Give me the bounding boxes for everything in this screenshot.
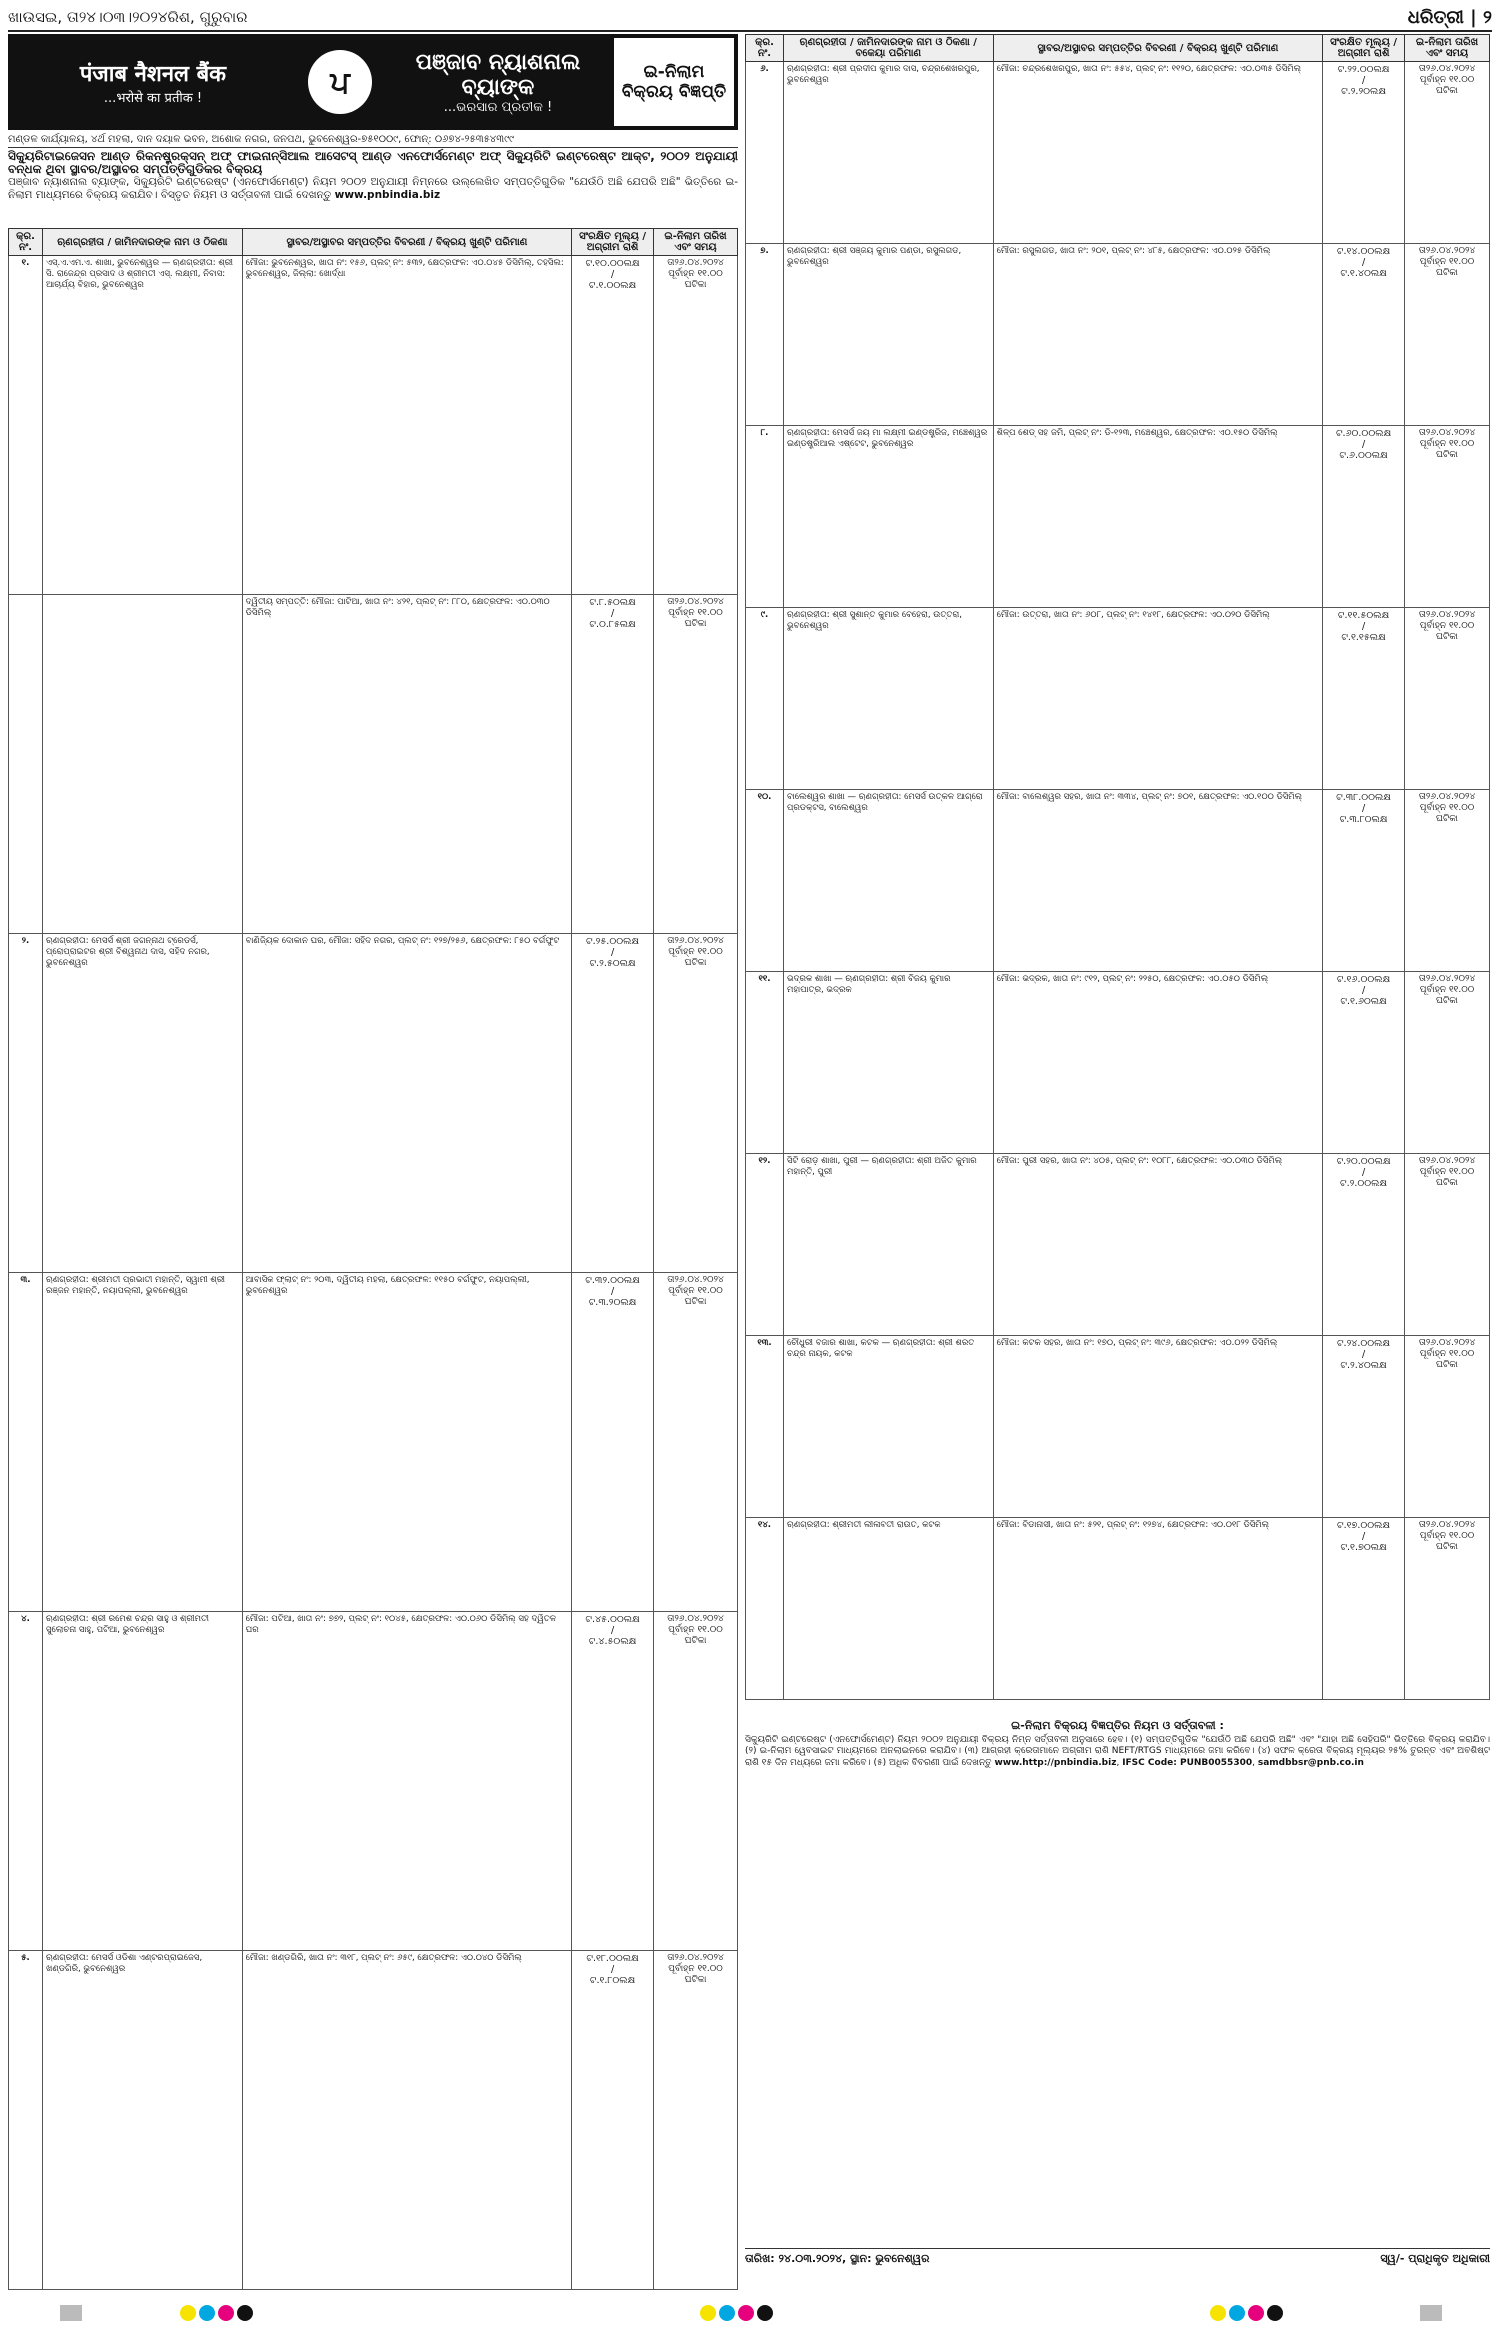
reserve-price: ଟ.୪୫.୦୦ଲକ୍ଷ	[585, 1614, 640, 1625]
gray-swatch	[1420, 2305, 1442, 2321]
terms-heading: ଇ-ନିଲାମ ବିକ୍ରୟ ବିଜ୍ଞପ୍ତିର ନିୟମ ଓ ସର୍ତ୍ତାବଳୀ :	[1011, 1719, 1224, 1732]
earnest-money: ଟ.୧.୬୦ଲକ୍ଷ	[1340, 996, 1387, 1007]
borrower-cell: ଚୌଧୁରୀ ବଜାର ଶାଖା, କଟକ — ଋଣଗ୍ରହୀତା: ଶ୍ରୀ ଶରତ ଚନ୍ଦ୍ର ନାୟକ, କଟକ	[783, 1336, 993, 1518]
col-property: ସ୍ଥାବର/ଅସ୍ଥାବର ସମ୍ପତ୍ତିର ବିବରଣୀ / ବିକ୍ରୟ ଖୁଣ୍ଟି ପରିମାଣ	[993, 35, 1322, 62]
earnest-money: ଟ.୨.୪୦ଲକ୍ଷ	[1340, 1360, 1387, 1371]
reserve-price: ଟ.୧୬.୦୦ଲକ୍ଷ	[1336, 974, 1391, 985]
reserve-price: ଟ.୩୮.୦୦ଲକ୍ଷ	[1336, 792, 1391, 803]
serial-cell: ୧.	[9, 256, 43, 595]
serial-cell: ୧୪.	[746, 1518, 784, 1700]
table-row	[9, 595, 738, 934]
table-row	[746, 62, 1490, 244]
property-cell: ମୌଜା: ବିଡାନାସୀ, ଖାତା ନଂ: ୫୨୧, ପ୍ଲଟ୍ ନଂ: ୧୨୭୪, କ୍ଷେତ୍ରଫଳ: ଏ୦.୦୧୮ ଡିସିମିଲ୍	[993, 1518, 1322, 1700]
property-cell: ମୌଜା: ପଟିଆ, ଖାତା ନଂ: ୭୭୨, ପ୍ଲଟ୍ ନଂ: ୧୦୪୫, କ୍ଷେତ୍ରଫଳ: ଏ୦.୦୬୦ ଡିସିମିଲ୍ ସହ ଦ୍ୱିତଳ ଘର	[242, 1612, 571, 1951]
terms-and-conditions: ଇ-ନିଲାମ ବିକ୍ରୟ ବିଜ୍ଞପ୍ତିର ନିୟମ ଓ ସର୍ତ୍ତାବଳୀ : ସିକ୍ୟୁରିଟି ଇଣ୍ଟରେଷ୍ଟ (ଏନଫୋର୍ସମେଣ୍ଟ) ନିୟମ ୨୦୦୨ ଅନୁଯାୟୀ ବିକ୍ରୟ ନିମ୍ନ ସର୍ତ୍ତାବଳୀ ଅନୁସାରେ ହେବ। (୧) ସମ୍ପତ୍ତିଗୁଡିକ "ଯେଉଁଠି ଅଛି ଯେପରି ଅଛି" ଏବଂ "ଯାହା ଅଛି ସେହିପରି" ଭିତ୍ତିରେ ବିକ୍ରୟ କରାଯିବ। (୨) ଇ-ନିଲାମ ୱେବସାଇଟ ମାଧ୍ୟମରେ ଅନଲାଇନରେ କରାଯିବ। (୩) ଆଗ୍ରହୀ କ୍ରେତାମାନେ ଅଗ୍ରୀମ ରାଶି NEFT/RTGS ମାଧ୍ୟମରେ ଜମା କରିବେ। (୪) ସଫଳ କ୍ରେତା ବିକ୍ରୟ ମୂଲ୍ୟର ୨୫% ତୁରନ୍ତ ଏବଂ ଅବଶିଷ୍ଟ ରାଶି ୧୫ ଦିନ ମଧ୍ୟରେ ଜମା କରିବେ। (୫) ଅଧିକ ବିବରଣୀ ପାଇଁ ଦେଖନ୍ତୁ www.http://pnbindia.biz, IFSC Code: PUNB0055300, samdbbsr@pnb.co.in	[745, 1719, 1490, 1768]
earnest-money: ଟ.୨.୨୦ଲକ୍ଷ	[1341, 86, 1386, 97]
contact-email-link[interactable]: samdbbsr@pnb.co.in	[1257, 1757, 1364, 1768]
auction-date-cell: ତା୨୬.୦୪.୨୦୨୪ ପୂର୍ବାହ୍ନ ୧୧.୦୦ ଘଟିକା	[1405, 1336, 1490, 1518]
property-cell: ଆବାସିକ ଫ୍ଲାଟ୍ ନଂ: ୨୦୩, ଦ୍ୱିତୀୟ ମହଲା, କ୍ଷେତ୍ରଫଳ: ୧୧୫୦ ବର୍ଗଫୁଟ, ନୟାପଲ୍ଲୀ, ଭୁବନେଶ୍ୱର	[242, 1273, 571, 1612]
right-table-body	[746, 62, 1490, 1700]
page-header-line	[8, 4, 1492, 32]
col-auction-date: ଇ-ନିଲାମ ତାରିଖ ଏବଂ ସମୟ	[1405, 35, 1490, 62]
table-row	[9, 934, 738, 1273]
borrower-cell: ଋଣଗ୍ରହୀତା: ମେସର୍ସ ଜୟ ମା ଲକ୍ଷ୍ମୀ ଇଣ୍ଡଷ୍ଟ୍ରିଜ, ମଞ୍ଚେଶ୍ୱର ଇଣ୍ଡଷ୍ଟ୍ରିଆଲ ଏଷ୍ଟେଟ, ଭୁବନେଶ୍ୱର	[783, 426, 993, 608]
separator: /	[1361, 985, 1366, 996]
notice-date-place: ତାରିଖ: ୨୪.୦୩.୨୦୨୪, ସ୍ଥାନ: ଭୁବନେଶ୍ୱର	[745, 2252, 930, 2265]
auction-date-cell: ତା୨୬.୦୪.୨୦୨୪ ପୂର୍ବାହ୍ନ ୧୧.୦୦ ଘଟିକା	[1405, 608, 1490, 790]
borrower-cell: ଏସ୍.ଏ.ଏମ.ଏ. ଶାଖା, ଭୁବନେଶ୍ୱର — ଋଣଗ୍ରହୀତା: ଶ୍ରୀ ସି. ରାଜେନ୍ଦ୍ର ପ୍ରସାଦ ଓ ଶ୍ରୀମତୀ ଏସ୍. ଲକ୍ଷ୍ମୀ, ନିବାସ: ଆଚାର୍ଯ୍ୟ ବିହାର, ଭୁବନେଶ୍ୱର	[42, 256, 242, 595]
table-row	[746, 1518, 1490, 1700]
reserve-cell	[1323, 790, 1405, 972]
terms-website-link[interactable]: www.http://pnbindia.biz	[994, 1757, 1117, 1768]
auction-date-cell: ତା୨୬.୦୪.୨୦୨୪ ପୂର୍ବାହ୍ନ ୧୧.୦୦ ଘଟିକା	[654, 1951, 738, 2290]
table-row	[746, 1336, 1490, 1518]
reserve-price: ଟ.୧୦.୦୦ଲକ୍ଷ	[585, 258, 640, 269]
borrower-cell: ସିଟି ରୋଡ଼ ଶାଖା, ପୁରୀ — ଋଣଗ୍ରହୀତା: ଶ୍ରୀ ଅଜିତ କୁମାର ମହାନ୍ତି, ପୁରୀ	[783, 1154, 993, 1336]
auction-date-cell: ତା୨୬.୦୪.୨୦୨୪ ପୂର୍ବାହ୍ନ ୧୧.୦୦ ଘଟିକା	[1405, 244, 1490, 426]
serial-cell: ୬.	[746, 62, 784, 244]
earnest-money: ଟ.୩.୨୦ଲକ୍ଷ	[588, 1297, 637, 1308]
col-auction-date: ଇ-ନିଲାମ ତାରିଖ ଏବଂ ସମୟ	[654, 229, 738, 256]
earnest-money: ଟ.୩.୮୦ଲକ୍ଷ	[1339, 814, 1388, 825]
earnest-money: ଟ.୧.୭୦ଲକ୍ଷ	[1340, 1542, 1387, 1553]
earnest-money: ଟ.୨.୫୦ଲକ୍ଷ	[589, 958, 636, 969]
property-cell: ଦ୍ୱିତୀୟ ସମ୍ପତ୍ତି: ମୌଜା: ପାଟିଆ, ଖାତା ନଂ: ୪୨୧, ପ୍ଲଟ୍ ନଂ: ୮୮୦, କ୍ଷେତ୍ରଫଳ: ଏ୦.୦୩୦ ଡିସିମିଲ୍	[242, 595, 571, 934]
serial-cell: ୮.	[746, 426, 784, 608]
auction-tag-line-2: ବିକ୍ରୟ ବିଜ୍ଞପ୍ତି	[621, 82, 727, 102]
hindi-tagline: ...भरोसे का प्रतीक !	[103, 91, 203, 106]
auction-date-cell: ତା୨୬.୦୪.୨୦୨୪ ପୂର୍ବାହ୍ନ ୧୧.୦୦ ଘଟିକା	[1405, 972, 1490, 1154]
earnest-money: ଟ.୧.୪୦ଲକ୍ଷ	[1340, 268, 1387, 279]
office-address: ମଣ୍ଡଳ କାର୍ଯ୍ୟାଳୟ, ୪ର୍ଥ ମହଲା, ଦାନ ଦୟାଳ ଭବନ, ଅଶୋକ ନଗର, ଜନପଥ, ଭୁବନେଶ୍ୱର-୭୫୧୦୦୯, ଫୋନ୍: ୦୬୭୪-୨୫୩୫୪୩୯୯	[8, 132, 738, 148]
reserve-price: ଟ.୧୮.୦୦ଲକ୍ଷ	[586, 1953, 639, 1964]
col-property: ସ୍ଥାବର/ଅସ୍ଥାବର ସମ୍ପତ୍ତିର ବିବରଣୀ / ବିକ୍ରୟ ଖୁଣ୍ଟି ପରିମାଣ	[242, 229, 571, 256]
notice-heading: ସିକ୍ୟୁରିଟାଇଜେସନ ଆଣ୍ଡ ରିକନଷ୍ଟ୍ରକ୍ସନ୍ ଅଫ୍ ଫାଇନାନ୍ସିଆଲ ଆସେଟସ୍ ଆଣ୍ଡ ଏନଫୋର୍ସମେଣ୍ଟ ଅଫ୍ ସିକ୍ୟୁରିଟି ଇଣ୍ଟରେଷ୍ଟ ଆକ୍ଟ, ୨୦୦୨ ଅନୁଯାୟୀ ବନ୍ଧକ ଥିବା ସ୍ଥାବର/ଅସ୍ଥାବର ସମ୍ପତ୍ତିଗୁଡିକର ବିକ୍ରୟ	[8, 149, 738, 176]
auction-date-cell: ତା୨୬.୦୪.୨୦୨୪ ପୂର୍ବାହ୍ନ ୧୧.୦୦ ଘଟିକା	[1405, 426, 1490, 608]
separator: /	[610, 947, 615, 958]
cyan-dot	[199, 2305, 215, 2321]
yellow-dot	[700, 2305, 716, 2321]
col-borrower: ଋଣଗ୍ରହୀତା / ଜାମିନଦାରଙ୍କ ନାମ ଓ ଠିକଣା / ବକେୟା ପରିମାଣ	[783, 35, 993, 62]
reserve-cell	[1323, 608, 1405, 790]
auction-date-cell: ତା୨୬.୦୪.୨୦୨୪ ପୂର୍ବାହ୍ନ ୧୧.୦୦ ଘଟିକା	[1405, 1154, 1490, 1336]
borrower-cell: ଋଣଗ୍ରହୀତା: ଶ୍ରୀ ରମେଶ ଚନ୍ଦ୍ର ସାହୁ ଓ ଶ୍ରୀମତୀ ସୁଲୋଚନା ସାହୁ, ପଟିଆ, ଭୁବନେଶ୍ୱର	[42, 1612, 242, 1951]
notice-body: ପଞ୍ଜାବ ନ୍ୟାଶନାଲ ବ୍ୟାଙ୍କ, ସିକ୍ୟୁରିଟି ଇଣ୍ଟରେଷ୍ଟ (ଏନଫୋର୍ସମେଣ୍ଟ) ନିୟମ ୨୦୦୨ ଅନୁଯାୟୀ ନିମ୍ନରେ ଉଲ୍ଲେଖିତ ସମ୍ପତ୍ତିଗୁଡିକ "ଯେଉଁଠି ଅଛି ଯେପରି ଅଛି" ଭିତ୍ତିରେ ଇ-ନିଲାମ ମାଧ୍ୟମରେ ବିକ୍ରୟ କରାଯିବ। ବିସ୍ତୃତ ନିୟମ ଓ ସର୍ତ୍ତାବଳୀ ପାଇଁ ଦେଖନ୍ତୁ	[8, 176, 738, 201]
print-color-dots	[700, 2305, 773, 2321]
serial-cell: ୧୩.	[746, 1336, 784, 1518]
reserve-cell	[1323, 1154, 1405, 1336]
property-cell: ମୌଜା: ପୁରୀ ସହର, ଖାତା ନଂ: ୪୦୫, ପ୍ଲଟ୍ ନଂ: ୧୦୮୮, କ୍ଷେତ୍ରଫଳ: ଏ୦.୦୩୦ ଡିସିମିଲ୍	[993, 1154, 1322, 1336]
property-cell: ମୌଜା: ରସୁଲଗଡ, ଖାତା ନଂ: ୨୦୧, ପ୍ଲଟ୍ ନଂ: ୪୮୫, କ୍ଷେତ୍ରଫଳ: ଏ୦.୦୨୫ ଡିସିମିଲ୍	[993, 244, 1322, 426]
property-cell: ମୌଜା: ଭଦ୍ରକ, ଖାତା ନଂ: ୯୧୨, ପ୍ଲଟ୍ ନଂ: ୨୨୫୦, କ୍ଷେତ୍ରଫଳ: ଏ୦.୦୫୦ ଡିସିମିଲ୍	[993, 972, 1322, 1154]
yellow-dot	[1210, 2305, 1226, 2321]
authorised-officer-sign: ସ୍ୱ/- ପ୍ରାଧିକୃତ ଅଧିକାରୀ	[1380, 2252, 1490, 2265]
reserve-cell	[572, 256, 654, 595]
auction-date-cell: ତା୨୬.୦୪.୨୦୨୪ ପୂର୍ବାହ୍ନ ୧୧.୦୦ ଘଟିକା	[1405, 62, 1490, 244]
auction-date-cell: ତା୨୬.୦୪.୨୦୨୪ ପୂର୍ବାହ୍ନ ୧୧.୦୦ ଘଟିକା	[654, 1273, 738, 1612]
reserve-price: ଟ.୮.୫୦ଲକ୍ଷ	[589, 597, 636, 608]
reserve-price: ଟ.୨୫.୦୦ଲକ୍ଷ	[586, 936, 640, 947]
right-auction-table	[745, 34, 1490, 1700]
print-color-dots	[1210, 2305, 1283, 2321]
col-reserve: ସଂରକ୍ଷିତ ମୂଲ୍ୟ / ଅଗ୍ରୀମ ରାଶି	[1323, 35, 1405, 62]
pnb-logo-icon: ਪ	[308, 50, 372, 114]
property-cell: ମୌଜା: ଚନ୍ଦ୍ରଶେଖରପୁର, ଖାତା ନଂ: ୫୫୪, ପ୍ଲଟ୍ ନଂ: ୧୧୨୦, କ୍ଷେତ୍ରଫଳ: ଏ୦.୦୩୫ ଡିସିମିଲ୍	[993, 62, 1322, 244]
earnest-money: ଟ.୪.୫୦ଲକ୍ଷ	[588, 1636, 637, 1647]
magenta-dot	[738, 2305, 754, 2321]
auction-date-cell: ତା୨୬.୦୪.୨୦୨୪ ପୂର୍ବାହ୍ନ ୧୧.୦୦ ଘଟିକା	[654, 256, 738, 595]
earnest-money: ଟ.୧.୮୦ଲକ୍ଷ	[589, 1975, 636, 1986]
borrower-cell: ଋଣଗ୍ରହୀତା: ଶ୍ରୀ ପ୍ରଦୀପ କୁମାର ଦାସ, ଚନ୍ଦ୍ରଶେଖରପୁର, ଭୁବନେଶ୍ୱର	[783, 62, 993, 244]
earnest-money: ଟ.୦.୮୫ଲକ୍ଷ	[589, 619, 636, 630]
print-registration-bar	[60, 2305, 82, 2321]
reserve-price: ଟ.୩୨.୦୦ଲକ୍ଷ	[585, 1275, 640, 1286]
earnest-money: ଟ.୧.୧୫ଲକ୍ଷ	[1341, 632, 1386, 643]
property-cell: ଶିଳ୍ପ ଶେଡ୍ ସହ ଜମି, ପ୍ଲଟ୍ ନଂ: ଡି-୧୨୩, ମଞ୍ଚେଶ୍ୱର, କ୍ଷେତ୍ରଫଳ: ଏ୦.୧୫୦ ଡିସିମିଲ୍	[993, 426, 1322, 608]
reserve-cell	[1323, 1518, 1405, 1700]
separator: /	[610, 1625, 615, 1636]
separator: /	[1361, 1531, 1366, 1542]
paper-dateline: ଖାଉସଇ, ତା୨୪।୦୩।୨୦୨୪ରିଶ, ଗୁରୁବାର	[8, 8, 248, 26]
reserve-cell	[572, 595, 654, 934]
auction-date-cell: ତା୨୬.୦୪.୨୦୨୪ ପୂର୍ବାହ୍ନ ୧୧.୦୦ ଘଟିକା	[654, 595, 738, 934]
reserve-price: ଟ.୨୦.୦୦ଲକ୍ଷ	[1336, 1156, 1391, 1167]
separator: /	[1361, 257, 1366, 268]
table-row	[9, 1951, 738, 2290]
earnest-money: ଟ.୧.୦୦ଲକ୍ଷ	[588, 280, 637, 291]
magenta-dot	[218, 2305, 234, 2321]
serial-cell: ୧୦.	[746, 790, 784, 972]
reserve-price: ଟ.୨୪.୦୦ଲକ୍ଷ	[1336, 1338, 1391, 1349]
col-borrower: ଋଣଗ୍ରହୀତା / ଜାମିନଦାରଙ୍କ ନାମ ଓ ଠିକଣା	[42, 229, 242, 256]
earnest-money: ଟ.୨.୦୦ଲକ୍ଷ	[1340, 1178, 1388, 1189]
left-table-body	[9, 256, 738, 2290]
borrower-cell: ଋଣଗ୍ରହୀତା: ଶ୍ରୀ ସୁଶାନ୍ତ କୁମାର ବେହେରା, ଉତ୍ତରା, ଭୁବନେଶ୍ୱର	[783, 608, 993, 790]
property-cell: ମୌଜା: ବାଲେଶ୍ୱର ସହର, ଖାତା ନଂ: ୩୩୪, ପ୍ଲଟ୍ ନଂ: ୭୦୧, କ୍ଷେତ୍ରଫଳ: ଏ୦.୧୦୦ ଡିସିମିଲ୍	[993, 790, 1322, 972]
auction-date-cell: ତା୨୬.୦୪.୨୦୨୪ ପୂର୍ବାହ୍ନ ୧୧.୦୦ ଘଟିକା	[1405, 790, 1490, 972]
bank-masthead	[8, 34, 738, 130]
borrower-cell	[42, 595, 242, 934]
reserve-cell	[1323, 62, 1405, 244]
serial-cell: ୭.	[746, 244, 784, 426]
reserve-price: ଟ.୧୪.୦୦ଲକ୍ଷ	[1336, 246, 1391, 257]
terms-body: ସିକ୍ୟୁରିଟି ଇଣ୍ଟରେଷ୍ଟ (ଏନଫୋର୍ସମେଣ୍ଟ) ନିୟମ ୨୦୦୨ ଅନୁଯାୟୀ ବିକ୍ରୟ ନିମ୍ନ ସର୍ତ୍ତାବଳୀ ଅନୁସାରେ ହେବ। (୧) ସମ୍ପତ୍ତିଗୁଡିକ "ଯେଉଁଠି ଅଛି ଯେପରି ଅଛି" ଏବଂ "ଯାହା ଅଛି ସେହିପରି" ଭିତ୍ତିରେ ବିକ୍ରୟ କରାଯିବ। (୨) ଇ-ନିଲାମ ୱେବସାଇଟ ମାଧ୍ୟମରେ ଅନଲାଇନରେ କରାଯିବ। (୩) ଆଗ୍ରହୀ କ୍ରେତାମାନେ ଅଗ୍ରୀମ ରାଶି NEFT/RTGS ମାଧ୍ୟମରେ ଜମା କରିବେ। (୪) ସଫଳ କ୍ରେତା ବିକ୍ରୟ ମୂଲ୍ୟର ୨୫% ତୁରନ୍ତ ଏବଂ ଅବଶିଷ୍ଟ ରାଶି ୧୫ ଦିନ ମଧ୍ୟରେ ଜମା କରିବେ। (୫) ଅଧିକ ବିବରଣୀ ପାଇଁ ଦେଖନ୍ତୁ	[745, 1734, 1490, 1768]
reserve-cell	[572, 1612, 654, 1951]
sale-notice-intro	[8, 150, 738, 202]
table-row	[9, 1273, 738, 1612]
table-row	[746, 426, 1490, 608]
property-cell: ବାଣିଜ୍ୟିକ ଦୋକାନ ଘର, ମୌଜା: ସହିଦ ନଗର, ପ୍ଲଟ୍ ନଂ: ୧୨୭/୨୫୬, କ୍ଷେତ୍ରଫଳ: ୮୫୦ ବର୍ଗଫୁଟ	[242, 934, 571, 1273]
property-cell: ମୌଜା: ଖଣ୍ଡଗିରି, ଖାତା ନଂ: ୩୧୮, ପ୍ଲଟ୍ ନଂ: ୬୫୯, କ୍ଷେତ୍ରଫଳ: ଏ୦.୦୪୦ ଡିସିମିଲ୍	[242, 1951, 571, 2290]
reserve-cell	[572, 1951, 654, 2290]
gray-swatch	[60, 2305, 82, 2321]
table-row	[746, 790, 1490, 972]
separator: /	[1361, 1167, 1366, 1178]
separator: /	[1361, 1349, 1366, 1360]
auction-tag-line-1: ଇ-ନିଲାମ	[643, 62, 705, 82]
separator: /	[1361, 439, 1366, 450]
print-registration-bar	[1420, 2305, 1442, 2321]
col-reserve: ସଂରକ୍ଷିତ ମୂଲ୍ୟ / ଅଗ୍ରୀମ ରାଶି	[572, 229, 654, 256]
ifsc-code: IFSC Code: PUNB0055300	[1122, 1757, 1253, 1768]
odia-tagline: ...ଭରସାର ପ୍ରତୀକ !	[443, 99, 553, 115]
borrower-cell: ଭଦ୍ରକ ଶାଖା — ଋଣଗ୍ରହୀତା: ଶ୍ରୀ ବିଜୟ କୁମାର ମହାପାତ୍ର, ଭଦ୍ରକ	[783, 972, 993, 1154]
hindi-bank-name-block	[8, 58, 298, 106]
table-row	[746, 244, 1490, 426]
reserve-cell	[1323, 244, 1405, 426]
serial-cell: ୫.	[9, 1951, 43, 2290]
auction-notice-tag	[614, 38, 734, 126]
paper-name-page: ଧରିତ୍ରୀ | ୨	[1407, 6, 1492, 28]
cyan-dot	[1229, 2305, 1245, 2321]
property-cell: ମୌଜା: କଟକ ସହର, ଖାତା ନଂ: ୧୭୦, ପ୍ଲଟ୍ ନଂ: ୩୯୬, କ୍ଷେତ୍ରଫଳ: ଏ୦.୦୨୨ ଡିସିମିଲ୍	[993, 1336, 1322, 1518]
hindi-bank-name: पंजाब नैशनल बैंक	[79, 62, 227, 87]
cyan-dot	[719, 2305, 735, 2321]
serial-cell: ୪.	[9, 1612, 43, 1951]
reserve-cell	[1323, 1336, 1405, 1518]
earnest-money: ଟ.୬.୦୦ଲକ୍ଷ	[1339, 450, 1388, 461]
odia-bank-name-block	[382, 50, 614, 115]
separator: /	[610, 1964, 615, 1975]
reserve-price: ଟ.୬୦.୦୦ଲକ୍ଷ	[1335, 428, 1392, 439]
left-auction-table	[8, 228, 738, 2290]
reserve-cell	[572, 1273, 654, 1612]
borrower-cell: ଋଣଗ୍ରହୀତା: ଶ୍ରୀମତୀ ଲୀଳାବତୀ ରାଉତ, କଟକ	[783, 1518, 993, 1700]
magenta-dot	[1248, 2305, 1264, 2321]
property-cell: ମୌଜା: ଉତ୍ତରା, ଖାତା ନଂ: ୬୦୮, ପ୍ଲଟ୍ ନଂ: ୧୪୧୮, କ୍ଷେତ୍ରଫଳ: ଏ୦.୦୨୦ ଡିସିମିଲ୍	[993, 608, 1322, 790]
col-serial: କ୍ର. ନଂ.	[746, 35, 784, 62]
notice-footer	[745, 2248, 1490, 2266]
reserve-price: ଟ.୧୧.୫୦ଲକ୍ଷ	[1337, 610, 1390, 621]
serial-cell: ୯.	[746, 608, 784, 790]
serial-cell: ୨.	[9, 934, 43, 1273]
reserve-cell	[572, 934, 654, 1273]
auction-date-cell: ତା୨୬.୦୪.୨୦୨୪ ପୂର୍ବାହ୍ନ ୧୧.୦୦ ଘଟିକା	[654, 1612, 738, 1951]
property-cell: ମୌଜା: ଭୁବନେଶ୍ୱର, ଖାତା ନଂ: ୧୫୬, ପ୍ଲଟ୍ ନଂ: ୫୩୨, କ୍ଷେତ୍ରଫଳ: ଏ୦.୦୪୫ ଡିସିମିଲ୍, ତହସିଲ: ଭୁବନେଶ୍ୱର, ଜିଲ୍ଲା: ଖୋର୍ଦ୍ଧା	[242, 256, 571, 595]
separator: /	[610, 608, 615, 619]
separator: /	[610, 1286, 615, 1297]
left-table-header	[9, 229, 738, 256]
black-dot	[757, 2305, 773, 2321]
borrower-cell: ଋଣଗ୍ରହୀତା: ଶ୍ରୀ ସଞ୍ଜୟ କୁମାର ପଣ୍ଡା, ରସୁଲଗଡ, ଭୁବନେଶ୍ୱର	[783, 244, 993, 426]
reserve-price: ଟ.୧୭.୦୦ଲକ୍ଷ	[1337, 1520, 1391, 1531]
borrower-cell: ଋଣଗ୍ରହୀତା: ମେସର୍ସ ଶ୍ରୀ ଜଗନ୍ନାଥ ଟ୍ରେଡର୍ସ, ପ୍ରୋପ୍ରାଇଟର ଶ୍ରୀ ବିଶ୍ୱନାଥ ଦାସ, ସହିଦ ନଗର, ଭୁବନେଶ୍ୱର	[42, 934, 242, 1273]
borrower-cell: ଋଣଗ୍ରହୀତା: ମେସର୍ସ ଓଡିଶା ଏଣ୍ଟରପ୍ରାଇଜେସ, ଖଣ୍ଡଗିରି, ଭୁବନେଶ୍ୱର	[42, 1951, 242, 2290]
serial-cell	[9, 595, 43, 934]
black-dot	[237, 2305, 253, 2321]
reserve-price: ଟ.୨୨.୦୦ଲକ୍ଷ	[1337, 64, 1390, 75]
separator: /	[1361, 803, 1366, 814]
right-table-header	[746, 35, 1490, 62]
separator: /	[1361, 75, 1366, 86]
odia-bank-name: ପଞ୍ଜାବ ନ୍ୟାଶନାଲ ବ୍ୟାଙ୍କ	[415, 49, 581, 100]
notice-website: www.pnbindia.biz	[334, 189, 441, 201]
reserve-cell	[1323, 972, 1405, 1154]
black-dot	[1267, 2305, 1283, 2321]
borrower-cell: ଋଣଗ୍ରହୀତା: ଶ୍ରୀମତୀ ପ୍ରଭାତୀ ମହାନ୍ତି, ସ୍ୱାମୀ ଶ୍ରୀ ରଞ୍ଜନ ମହାନ୍ତି, ନୟାପଲ୍ଲୀ, ଭୁବନେଶ୍ୱର	[42, 1273, 242, 1612]
separator: /	[1361, 621, 1366, 632]
auction-date-cell: ତା୨୬.୦୪.୨୦୨୪ ପୂର୍ବାହ୍ନ ୧୧.୦୦ ଘଟିକା	[654, 934, 738, 1273]
table-row	[746, 1154, 1490, 1336]
reserve-cell	[1323, 426, 1405, 608]
serial-cell: ୧୧.	[746, 972, 784, 1154]
table-row	[746, 608, 1490, 790]
table-row	[9, 1612, 738, 1951]
separator: /	[610, 269, 615, 280]
table-row	[9, 256, 738, 595]
serial-cell: ୩.	[9, 1273, 43, 1612]
col-serial: କ୍ର. ନଂ.	[9, 229, 43, 256]
yellow-dot	[180, 2305, 196, 2321]
print-color-dots	[180, 2305, 253, 2321]
table-row	[746, 972, 1490, 1154]
auction-date-cell: ତା୨୬.୦୪.୨୦୨୪ ପୂର୍ବାହ୍ନ ୧୧.୦୦ ଘଟିକା	[1405, 1518, 1490, 1700]
serial-cell: ୧୨.	[746, 1154, 784, 1336]
borrower-cell: ବାଲେଶ୍ୱର ଶାଖା — ଋଣଗ୍ରହୀତା: ମେସର୍ସ ଉତ୍କଳ ଆଗ୍ରୋ ପ୍ରଡକ୍ଟସ, ବାଲେଶ୍ୱର	[783, 790, 993, 972]
